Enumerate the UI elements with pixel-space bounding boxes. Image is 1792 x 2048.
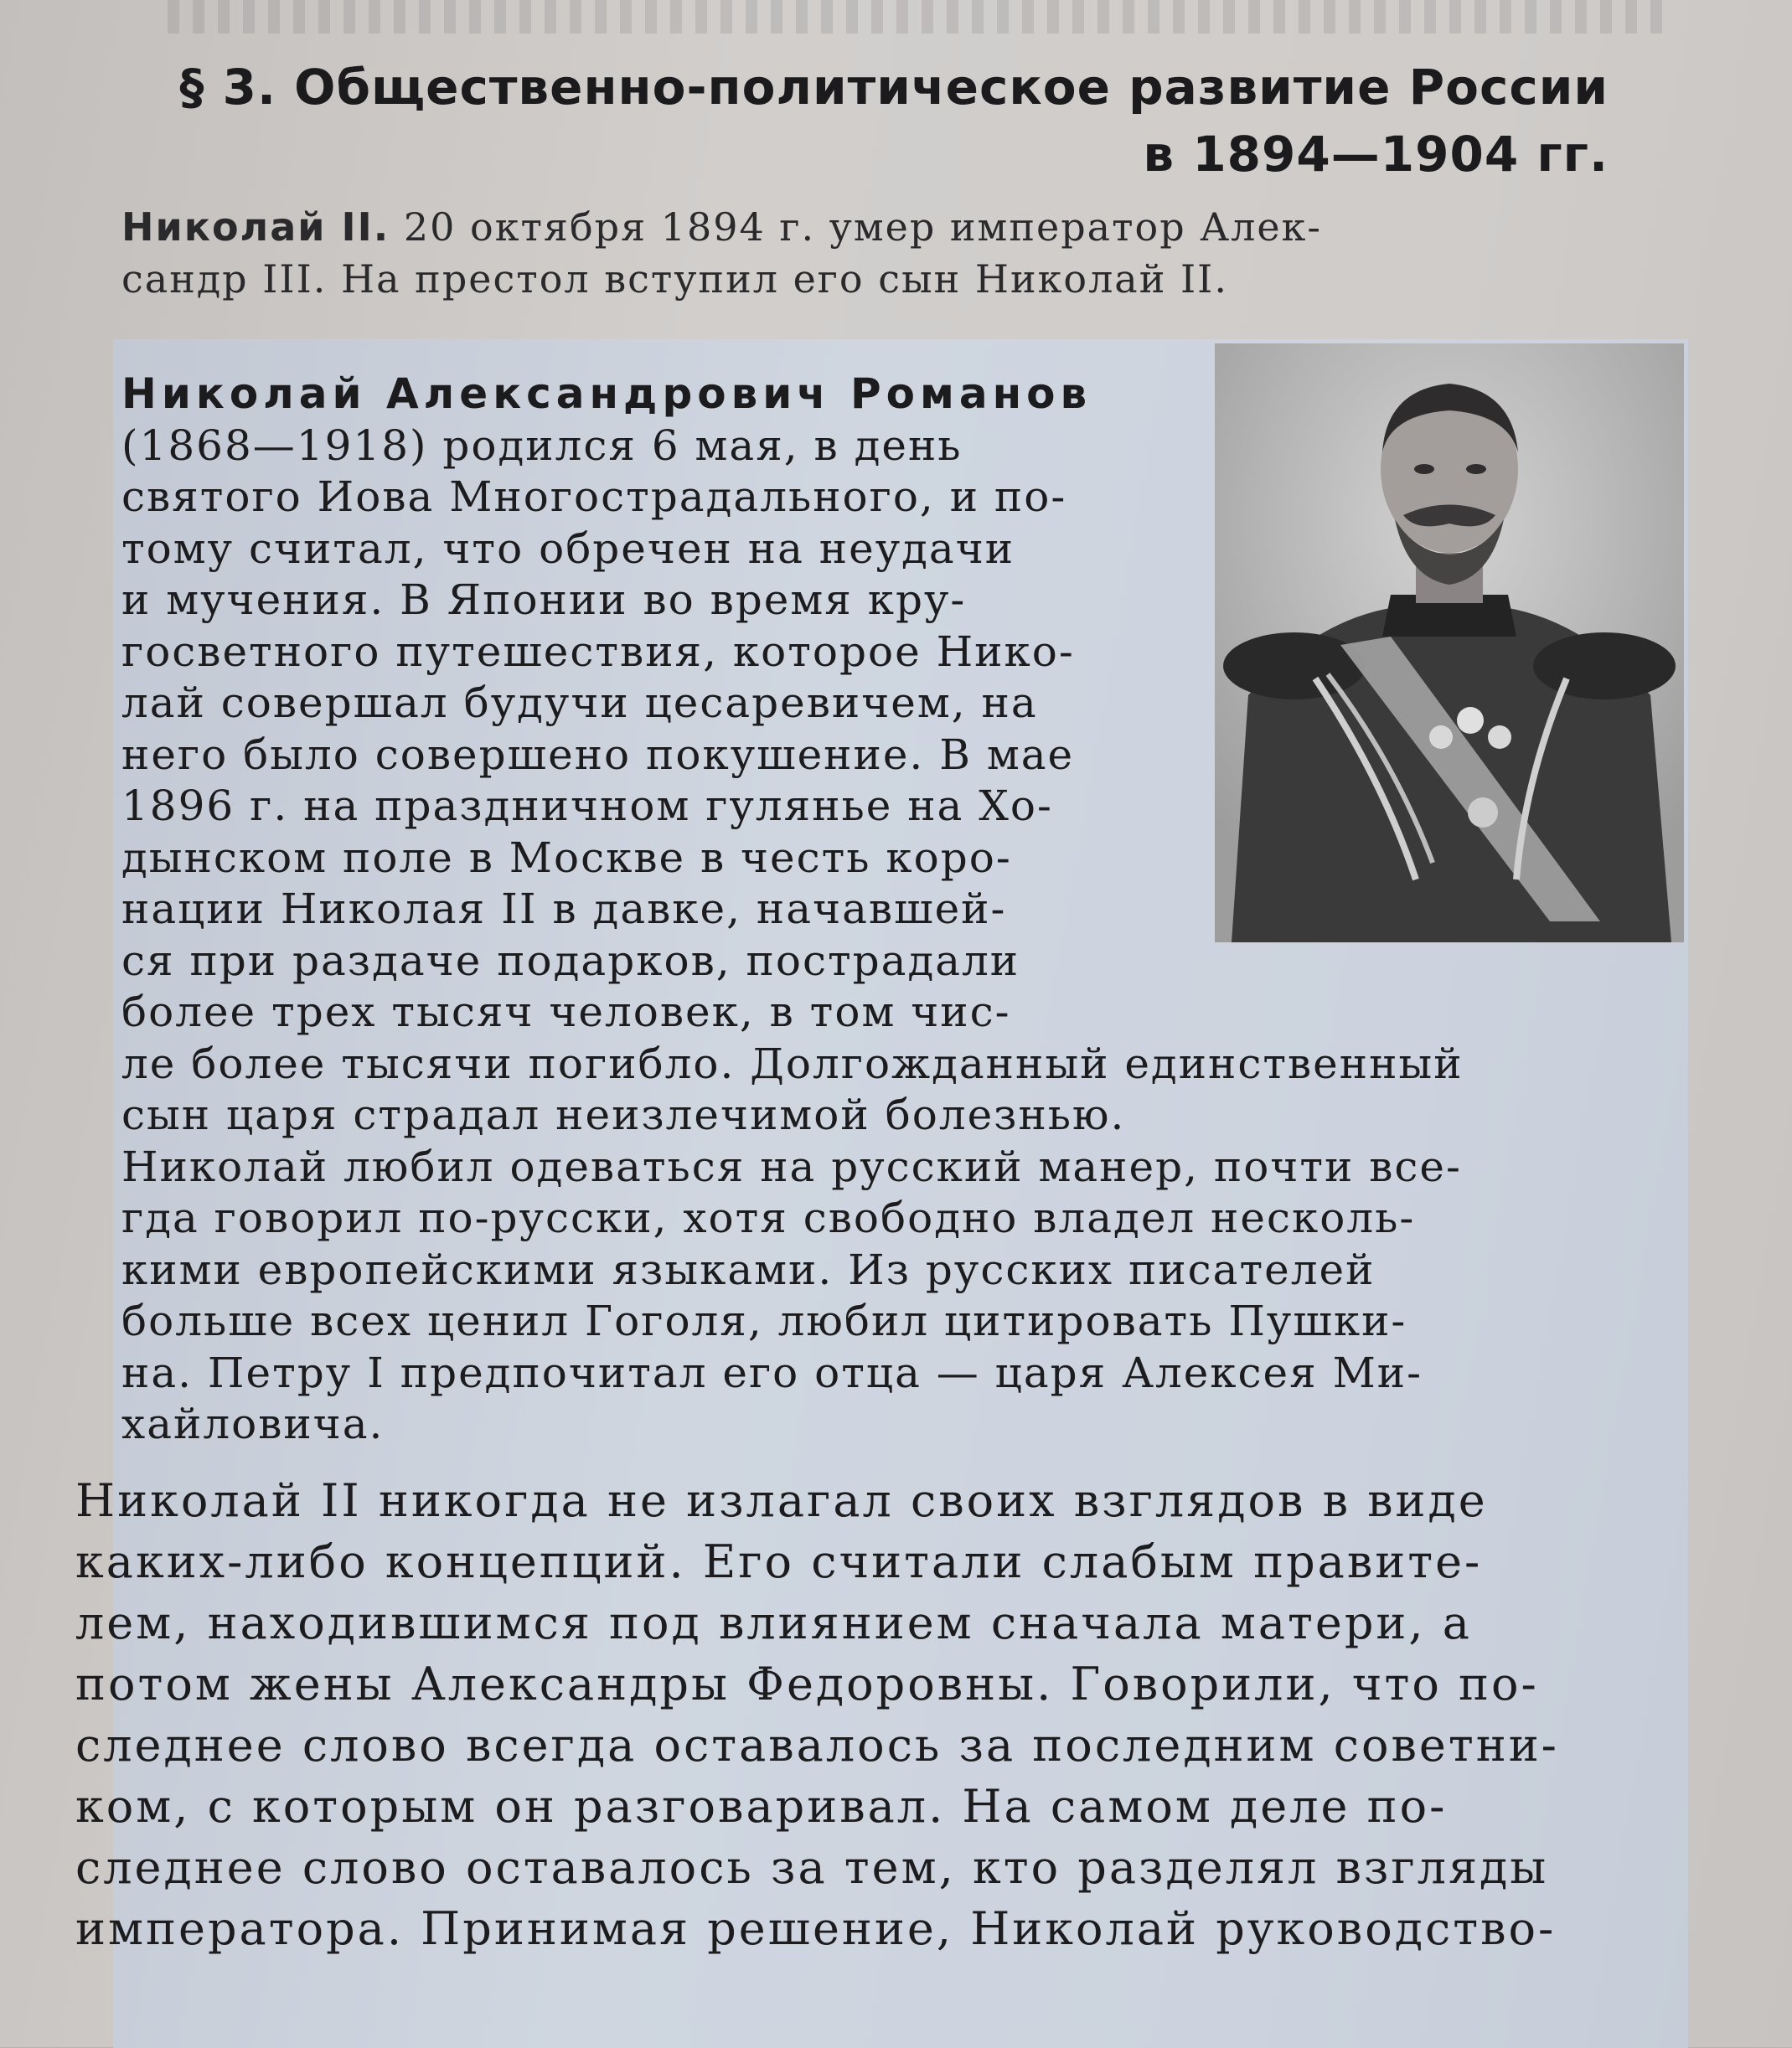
bio-line: сын царя страдал неизлечимой болезнью. <box>121 1091 1126 1139</box>
bio-line: 1896 г. на праздничном гулянье на Хо- <box>121 782 1053 830</box>
bio-line: него было совершено покушение. В мае <box>121 730 1075 779</box>
bio-line: ле более тысячи погибло. Долгожданный единственный <box>121 1039 1464 1088</box>
section-title-line-1: § 3. Общественно-политическое развитие России <box>179 59 1609 116</box>
bio-name: Николай Александрович Романов <box>121 369 1092 418</box>
bio-line: лай совершал будучи цесаревичем, на <box>121 678 1038 727</box>
intro-line-1-text: 20 октября 1894 г. умер император Алек- <box>390 204 1322 250</box>
bio-line: тому считал, что обречен на неудачи <box>121 524 1015 573</box>
bio-line: больше всех ценил Гоголя, любил цитировать Пушки- <box>121 1297 1407 1345</box>
main-paragraph <box>75 1470 1701 1959</box>
bio-line: дынском поле в Москве в честь коро- <box>121 833 1012 882</box>
bio-name-line <box>121 369 1705 420</box>
bio-line: и мучения. В Японии во время кру- <box>121 575 967 624</box>
main-line: Николай II никогда не излагал своих взглядов в виде <box>75 1474 1488 1527</box>
bio-line: хайловича. <box>121 1400 385 1448</box>
section-title-line-2: в 1894—1904 гг. <box>1143 126 1609 183</box>
main-line: каких-либо концепций. Его считали слабым правите- <box>75 1535 1483 1588</box>
bio-line: более трех тысяч человек, в том чис- <box>121 988 1011 1036</box>
bio-line: на. Петру I предпочитал его отца — царя Алексея Ми- <box>121 1348 1423 1397</box>
main-line: ком, с которым он разговаривал. На самом деле по- <box>75 1780 1448 1833</box>
main-line: следнее слово всегда оставалось за последним советни- <box>75 1719 1559 1772</box>
intro-line-1 <box>121 201 1621 253</box>
bio-line: нации Николая II в давке, начавшей- <box>121 885 1007 933</box>
main-line: императора. Принимая решение, Николай руководство- <box>75 1902 1557 1955</box>
main-line: потом жены Александры Федоровны. Говорили, что по- <box>75 1658 1539 1710</box>
bio-line: гда говорил по-русски, хотя свободно владел несколь- <box>121 1194 1416 1242</box>
bleed-through-text <box>168 0 1676 34</box>
biography-text <box>121 369 1705 1451</box>
main-line: лем, находившимся под влиянием сначала матери, а <box>75 1597 1472 1649</box>
bio-line: ся при раздаче подарков, пострадали <box>121 936 1020 985</box>
intro-lead: Николай II. <box>121 204 390 250</box>
bio-line: святого Иова Многострадального, и по- <box>121 472 1067 521</box>
intro-line-2: сандр III. На престол вступил его сын Николай II. <box>121 256 1228 302</box>
bio-line: Николай любил одеваться на русский манер, почти все- <box>121 1142 1462 1191</box>
main-line: следнее слово оставалось за тем, кто разделял взгляды <box>75 1841 1549 1894</box>
bio-line: госветного путешествия, которое Нико- <box>121 627 1075 676</box>
intro-paragraph <box>121 201 1621 305</box>
bio-line: кими европейскими языками. Из русских писателей <box>121 1245 1376 1294</box>
section-title <box>168 54 1609 188</box>
bio-line: (1868—1918) родился 6 мая, в день <box>121 420 963 470</box>
